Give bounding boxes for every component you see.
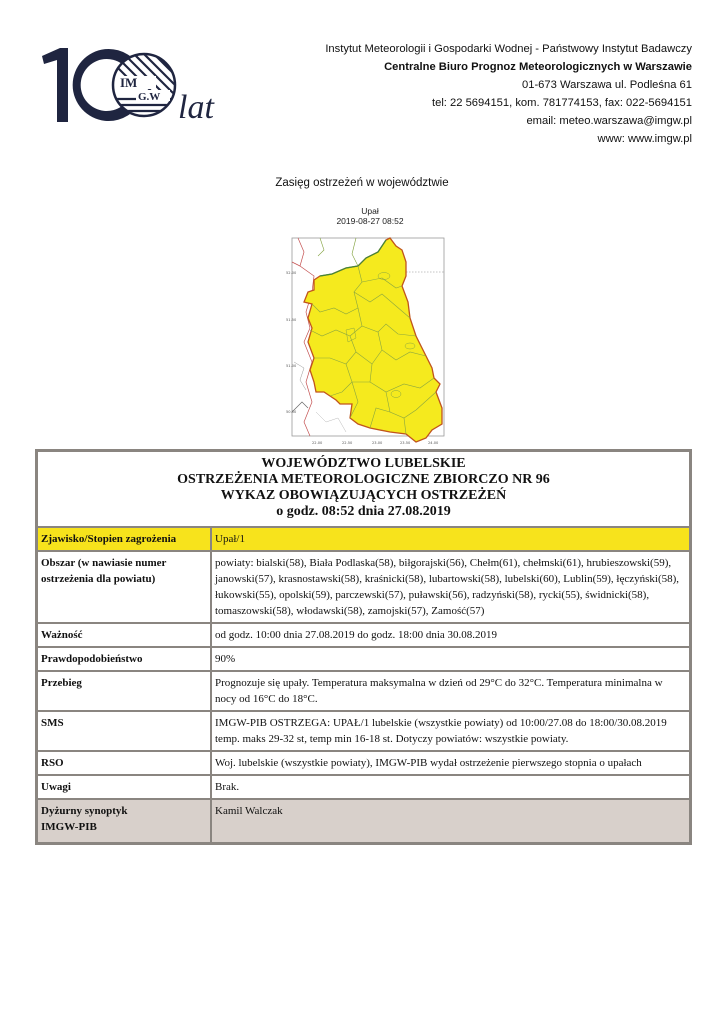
row-label: Prawdopodobieństwo [37,647,211,671]
row-label: Przebieg [37,671,211,711]
row-label [37,799,211,843]
table-title-row [37,451,690,527]
row-label: Uwagi [37,775,211,799]
lat-tick: 50.50 [286,410,297,414]
lon-tick: 22.00 [312,441,323,445]
imgw-100-lat-logo [38,44,238,124]
institute-name: Instytut Meteorologii i Gospodarki Wodnej - Państwowy Instytut Badawczy [325,43,692,55]
row-value: 90% [211,647,690,671]
title-time: o godz. 08:52 dnia 27.08.2019 [276,504,451,519]
table-row [37,751,690,775]
table-title [37,451,690,527]
row-label-line: Dyżurny synoptyk [41,805,128,817]
row-value: Upał/1 [211,527,690,551]
row-label: SMS [37,711,211,751]
lon-tick: 24.00 [428,441,439,445]
lon-tick: 22.50 [342,441,353,445]
map-timestamp: 2019-08-27 08:52 [336,216,404,226]
title-list: WYKAZ OBOWIĄZUJĄCYCH OSTRZEŻEŃ [220,488,507,503]
institute-header [325,40,692,148]
table-row [37,551,690,623]
row-value: od godz. 10:00 dnia 27.08.2019 do godz. 18:00 dnia 30.08.2019 [211,623,690,647]
row-label: RSO [37,751,211,775]
office-name: Centralne Biuro Prognoz Meteorologicznych w Warszawie [384,61,692,73]
lat-tick: 51.00 [286,364,297,368]
title-bulletin: OSTRZEŻENIA METEOROLOGICZNE ZBIORCZO NR 96 [177,472,550,487]
table-row [37,711,690,751]
logo-digit-one [42,48,68,122]
table-row [37,671,690,711]
row-label-line: IMGW-PIB [41,821,97,833]
row-value: Brak. [211,775,690,799]
row-label: Obszar (w nawiasie numer ostrzeżenia dla powiatu) [37,551,211,623]
website: www: www.imgw.pl [597,133,692,145]
row-value: Kamil Walczak [211,799,690,843]
lat-tick: 51.50 [286,318,297,322]
address: 01-673 Warszawa ul. Podleśna 61 [522,79,692,91]
row-label: Ważność [37,623,211,647]
table-row [37,623,690,647]
lon-tick: 23.00 [372,441,383,445]
title-region: WOJEWÓDZTWO LUBELSKIE [261,456,466,471]
row-value: IMGW-PIB OSTRZEGA: UPAŁ/1 lubelskie (wszystkie powiaty) od 10:00/27.08 do 18:00/30.08.2019 temp. maks 29-32 st, temp min 16-18 st. Dotyczy powiatów: wszystkie powiaty. [211,711,690,751]
logo-lat-text: lat [178,89,214,124]
row-label: Zjawisko/Stopien zagrożenia [37,527,211,551]
table-row [37,647,690,671]
warning-map [286,232,448,450]
map-section-title: Zasięg ostrzeżeń w województwie [275,177,449,189]
table-row [37,527,690,551]
phone: tel: 22 5694151, kom. 781774153, fax: 022-5694151 [431,97,692,109]
svg-text:G.W: G.W [138,91,161,103]
lat-tick: 52.00 [286,271,297,275]
map-phenomenon: Upał [361,206,379,216]
map-title [290,206,450,226]
row-value: Woj. lubelskie (wszystkie powiaty), IMGW-PIB wydał ostrzeżenie pierwszego stopnia o upałach [211,751,690,775]
warning-table [35,449,692,845]
email: email: meteo.warszawa@imgw.pl [526,115,692,127]
row-value: powiaty: bialski(58), Biała Podlaska(58), biłgorajski(56), Chełm(61), chełmski(61), hrubieszowski(59), janowski(57), krasnostawski(58), kraśnicki(58), lubartowski(58), lubelski(60), Lublin(59), łęczyński(58), łukowski(55), opolski(59), parczewski(57), puławski(56), radzyński(58), rycki(55), świdnicki(58), tomaszowski(58), włodawski(58), zamojski(57), Zamość(57) [211,551,690,623]
lon-tick: 23.50 [400,441,411,445]
row-value: Prognozuje się upały. Temperatura maksymalna w dzień od 29°C do 32°C. Temperatura minimalna w nocy od 16°C do 18°C. [211,671,690,711]
logo-imgw-text: IM [120,75,138,90]
table-row [37,775,690,799]
table-row [37,799,690,843]
